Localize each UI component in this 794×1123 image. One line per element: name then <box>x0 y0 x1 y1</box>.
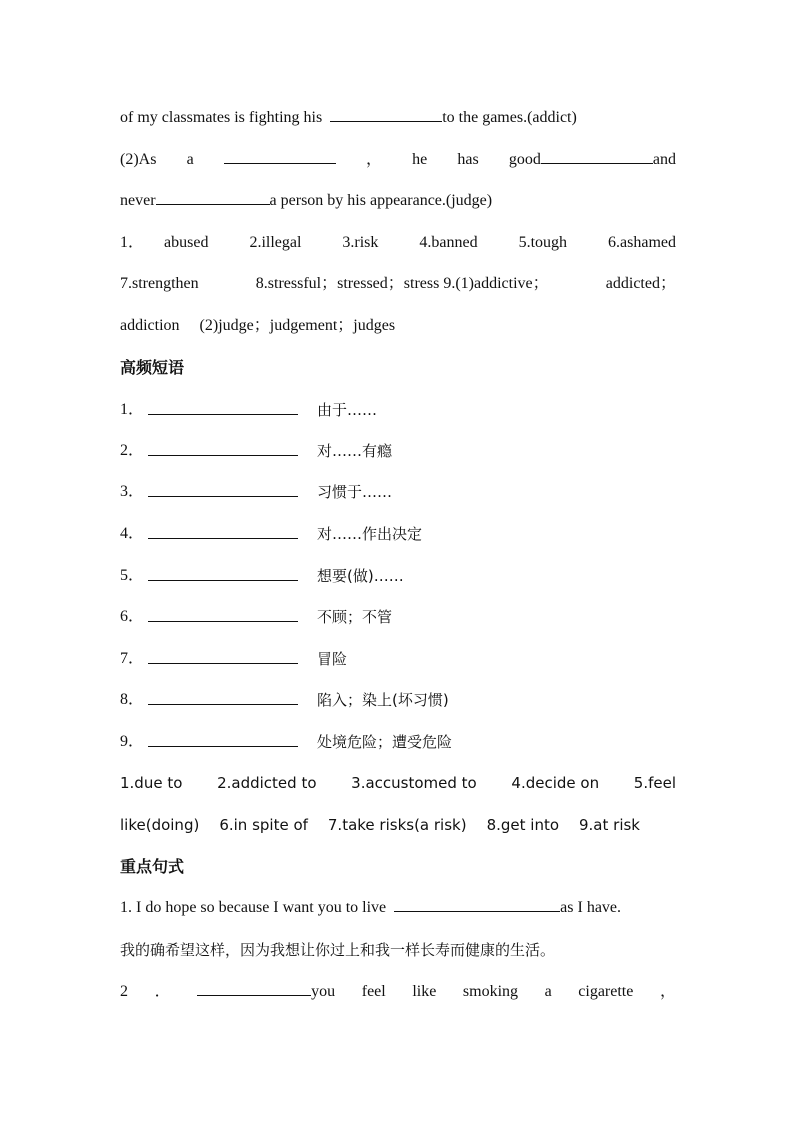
answer-item: addicted； <box>605 275 676 292</box>
answer-blank <box>148 746 298 747</box>
answer-item: 2.addicted to <box>217 774 317 792</box>
answer-item: 4.banned <box>419 234 478 251</box>
answer-item: 6.in spite of <box>219 816 308 834</box>
answer-line-3 <box>120 313 676 339</box>
line-text: of my classmates is fighting his <box>120 109 323 126</box>
word: a <box>186 151 194 168</box>
answer-blank <box>197 979 311 996</box>
phrase-number: 8． <box>120 691 145 708</box>
phrase-row <box>120 729 676 755</box>
word: he <box>412 151 428 168</box>
phrase-meaning: 陷入；染上(坏习惯) <box>317 691 449 709</box>
sentence-line-1 <box>120 895 676 921</box>
word: never <box>120 192 156 209</box>
phrase-meaning: 想要(做)…… <box>317 567 404 585</box>
phrase-number: 5． <box>120 567 145 584</box>
phrase-number: 6． <box>120 608 145 625</box>
answer-blank <box>541 147 653 164</box>
word: smoking <box>462 983 519 1000</box>
phrase-row <box>120 687 676 713</box>
word: cigarette <box>578 983 634 1000</box>
word: (2)As <box>120 151 157 168</box>
sentence-translation: 我的确希望这样，因为我想让你过上和我一样长寿而健康的生活。 <box>120 941 556 959</box>
sentence-text: as I have. <box>560 899 622 916</box>
sentence-line-2 <box>120 979 676 1005</box>
line-text: to the games.(addict) <box>442 109 577 126</box>
answer-item: 3.risk <box>342 234 379 251</box>
answer-item: 8.get into <box>486 816 560 834</box>
phrase-row <box>120 438 676 464</box>
word: good <box>508 151 541 168</box>
phrase-meaning: 处境危险；遭受危险 <box>317 733 453 751</box>
word: ． <box>154 983 171 1000</box>
answer-item: addiction <box>120 317 180 334</box>
word: and <box>652 151 676 168</box>
answer-line-2 <box>120 271 676 297</box>
answer-blank <box>148 538 298 539</box>
answer-blank <box>148 621 298 622</box>
answer-item: like(doing) <box>120 816 200 834</box>
exercise-line-1 <box>120 105 676 131</box>
phrase-meaning: 对……有瘾 <box>317 442 393 460</box>
answer-blank <box>148 455 298 456</box>
phrase-row <box>120 563 676 589</box>
answer-blank <box>394 895 560 912</box>
phrase-row <box>120 479 676 505</box>
phrase-number: 1． <box>120 401 145 418</box>
phrase-row <box>120 521 676 547</box>
phrase-meaning: 不顾；不管 <box>317 608 393 626</box>
answer-item: 5.feel <box>633 774 676 792</box>
answer-blank <box>148 414 298 415</box>
answer-item: 7.strengthen <box>120 275 199 292</box>
word: like <box>412 983 437 1000</box>
answer-blank <box>224 147 336 164</box>
phrase-number: 3． <box>120 483 145 500</box>
phrase-row <box>120 397 676 423</box>
phrase-number: 7． <box>120 650 145 667</box>
phrase-number: 4． <box>120 525 145 542</box>
phrase-meaning: 冒险 <box>317 650 348 668</box>
phrase-meaning: 习惯于…… <box>317 483 393 501</box>
answer-item: 7.take risks(a risk) <box>327 816 467 834</box>
answer-item: 6.ashamed <box>608 234 676 251</box>
answer-blank <box>156 188 270 205</box>
exercise-line-3 <box>120 188 676 214</box>
phrase-number: 2． <box>120 442 145 459</box>
section-heading-phrases: 高频短语 <box>120 358 185 377</box>
word: a <box>544 983 552 1000</box>
answer-item: 1.due to <box>120 774 183 792</box>
section-heading-sentences: 重点句式 <box>120 857 185 876</box>
answer-blank <box>148 704 298 705</box>
answer-blank <box>148 663 298 664</box>
answer-number: 1． <box>120 234 145 251</box>
answer-blank <box>148 496 298 497</box>
answer-item: 9.at risk <box>579 816 640 834</box>
sentence-text: 1. I do hope so because I want you to live <box>120 899 387 916</box>
answer-line-1 <box>120 230 676 256</box>
answer-item: 3.accustomed to <box>351 774 477 792</box>
exercise-line-2 <box>120 147 676 173</box>
answer-item: 5.tough <box>518 234 568 251</box>
word: ， <box>365 151 382 168</box>
phrase-meaning: 由于…… <box>317 401 378 419</box>
phrase-number: 9． <box>120 733 145 750</box>
line-text: a person by his appearance.(judge) <box>269 192 493 209</box>
word: ， <box>659 983 676 1000</box>
phrase-answer-line-1 <box>120 770 676 796</box>
phrase-row <box>120 604 676 630</box>
answer-item: 4.decide on <box>511 774 600 792</box>
phrase-meaning: 对……作出决定 <box>317 525 423 543</box>
answer-item: abused <box>164 234 209 251</box>
answer-item: (2)judge；judgement；judges <box>199 317 396 334</box>
phrase-answer-line-2 <box>120 812 640 838</box>
phrase-row <box>120 646 676 672</box>
word: you <box>311 983 336 1000</box>
answer-blank <box>148 580 298 581</box>
answer-blank <box>330 105 442 122</box>
word: 2 <box>120 983 128 1000</box>
word: feel <box>361 983 386 1000</box>
answer-item: 8.stressful；stressed；stress 9.(1)addictive； <box>255 275 549 292</box>
word: has <box>457 151 479 168</box>
answer-item: 2.illegal <box>249 234 302 251</box>
